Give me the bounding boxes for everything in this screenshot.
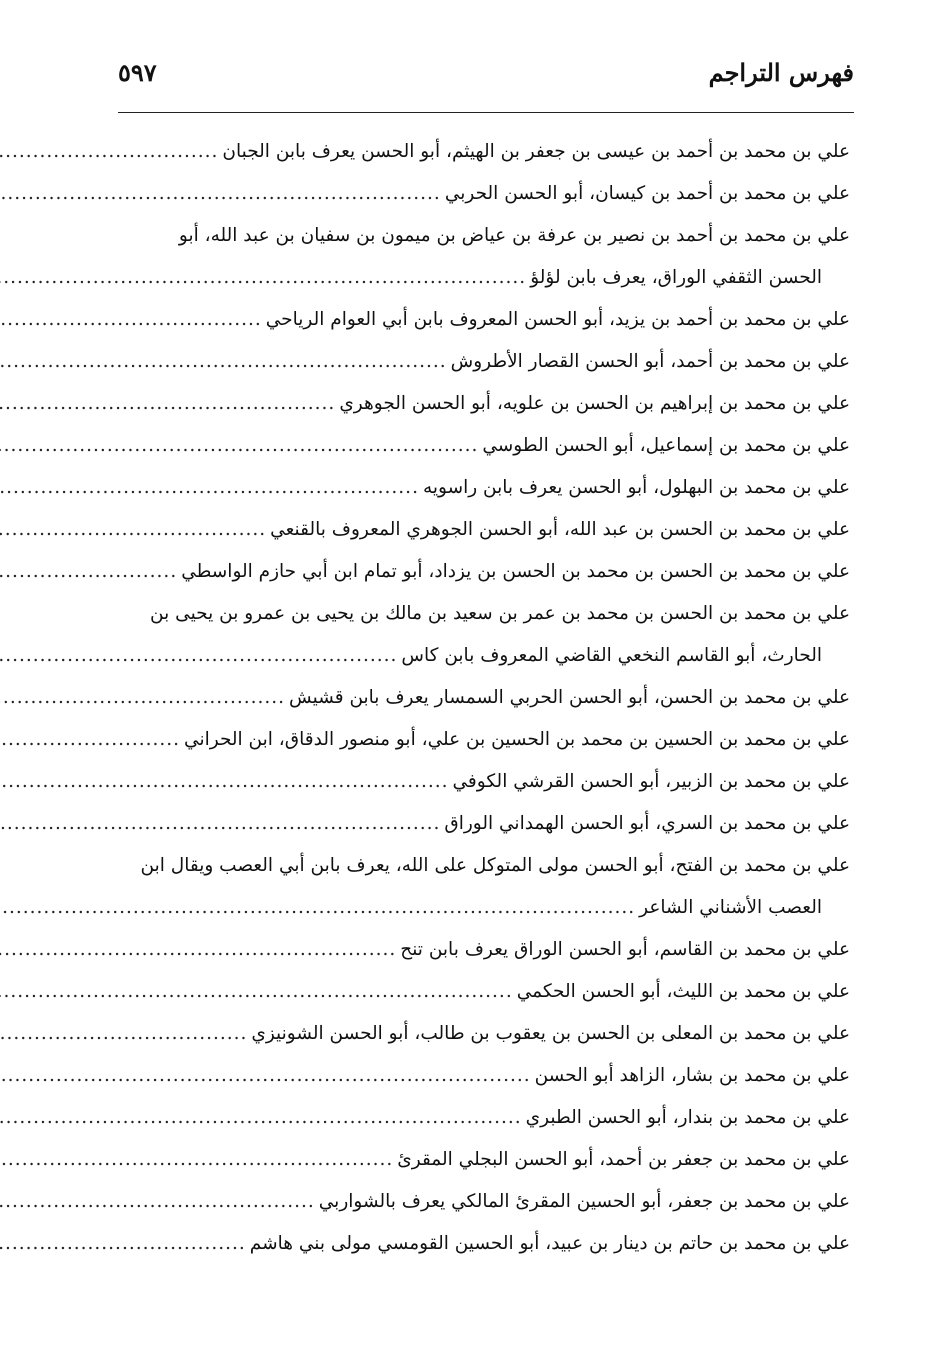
dot-leader [0, 257, 530, 299]
entry-line [128, 593, 850, 635]
header-rule [118, 112, 854, 113]
index-entry [128, 173, 850, 215]
entry-line [128, 383, 850, 425]
index-entry [128, 1055, 850, 1097]
entry-text: علي بن محمد بن الحسن بن محمد بن الحسن بن يزداد، أبو تمام ابن أبي حازم الواسطي [181, 561, 850, 582]
entry-text: علي بن محمد بن جعفر بن أحمد، أبو الحسن البجلي المقرئ [397, 1149, 850, 1170]
entry-text: علي بن محمد بن إسماعيل، أبو الحسن الطوسي [482, 435, 850, 456]
entry-text: علي بن محمد بن الحسن، أبو الحسن الحربي السمسار يعرف بابن قشيش [289, 687, 850, 708]
entry-line [128, 971, 850, 1013]
dot-leader [0, 677, 289, 719]
entry-line [128, 1181, 850, 1223]
entry-continuation: الحسن الثقفي الوراق، يعرف بابن لؤلؤ [530, 267, 822, 288]
entry-line [128, 761, 850, 803]
entry-text: علي بن محمد بن أحمد، أبو الحسن القصار الأطروش [450, 351, 850, 372]
entry-line [128, 131, 850, 173]
entry-line [128, 719, 850, 761]
index-entry [128, 593, 850, 677]
dot-leader [0, 341, 451, 383]
index-entry [128, 131, 850, 173]
entry-text: علي بن محمد بن بندار، أبو الحسن الطبري [525, 1107, 850, 1128]
dot-leader [0, 1097, 526, 1139]
dot-leader [0, 971, 517, 1013]
entry-text: علي بن محمد بن أحمد بن نصير بن عرفة بن عياض بن ميمون بن سفيان بن عبد الله، أبو [178, 225, 850, 246]
entry-line [128, 551, 850, 593]
entry-text: علي بن محمد بن إبراهيم بن الحسن بن علويه، أبو الحسن الجوهري [339, 393, 850, 414]
entry-line [128, 1139, 850, 1181]
entry-line [128, 215, 850, 257]
entry-line [128, 1097, 850, 1139]
entry-line [128, 467, 850, 509]
dot-leader [0, 173, 445, 215]
index-entry [128, 509, 850, 551]
page-number: ٥٩٧ [118, 58, 157, 87]
dot-leader [0, 761, 453, 803]
entry-line [128, 887, 850, 929]
entry-line [128, 341, 850, 383]
dot-leader [0, 1055, 535, 1097]
index-entry [128, 1223, 850, 1265]
entry-line [128, 1055, 850, 1097]
dot-leader [0, 719, 184, 761]
dot-leader [0, 1013, 251, 1055]
entry-text: علي بن محمد بن الحسين بن محمد بن الحسين بن علي، أبو منصور الدقاق، ابن الحراني [184, 729, 850, 750]
entry-line [128, 635, 850, 677]
index-entry [128, 1013, 850, 1055]
entry-line [128, 677, 850, 719]
entry-line [128, 1013, 850, 1055]
dot-leader [0, 803, 444, 845]
index-entry [128, 1139, 850, 1181]
dot-leader [0, 635, 401, 677]
index-entry [128, 215, 850, 299]
index-entry [128, 299, 850, 341]
dot-leader [0, 425, 482, 467]
index-entry [128, 803, 850, 845]
dot-leader [0, 1223, 250, 1265]
dot-leader [0, 131, 222, 173]
entry-text: علي بن محمد بن أحمد بن عيسى بن جعفر بن الهيثم، أبو الحسن يعرف بابن الجبان [222, 141, 850, 162]
entry-list [128, 131, 850, 1265]
dot-leader [0, 467, 423, 509]
index-entry [128, 383, 850, 425]
index-entry [128, 719, 850, 761]
index-entry [128, 677, 850, 719]
entry-line [128, 173, 850, 215]
dot-leader [0, 551, 181, 593]
index-entry [128, 341, 850, 383]
index-entry [128, 929, 850, 971]
entry-line [128, 425, 850, 467]
entry-text: علي بن محمد بن حاتم بن دينار بن عبيد، أبو الحسين القومسي مولى بني هاشم [249, 1233, 850, 1254]
dot-leader [0, 1139, 397, 1181]
entry-text: علي بن محمد بن الفتح، أبو الحسن مولى المتوكل على الله، يعرف بابن أبي العصب ويقال ابن [140, 855, 850, 876]
entry-line [128, 509, 850, 551]
index-entry [128, 1181, 850, 1223]
entry-text: علي بن محمد بن السري، أبو الحسن الهمداني الوراق [444, 813, 850, 834]
entry-text: علي بن محمد بن الزبير، أبو الحسن القرشي الكوفي [452, 771, 850, 792]
index-entry [128, 845, 850, 929]
entry-text: علي بن محمد بن البهلول، أبو الحسن يعرف بابن راسويه [422, 477, 850, 498]
entry-line [128, 929, 850, 971]
entry-text: علي بن محمد بن الحسن بن عبد الله، أبو الحسن الجوهري المعروف بالقنعي [270, 519, 850, 540]
entry-text: علي بن محمد بن المعلى بن الحسن بن يعقوب بن طالب، أبو الحسن الشونيزي [251, 1023, 850, 1044]
dot-leader [0, 509, 270, 551]
dot-leader [0, 383, 339, 425]
entry-line [128, 299, 850, 341]
dot-leader [0, 929, 400, 971]
entry-text: علي بن محمد بن جعفر، أبو الحسين المقرئ المالكي يعرف بالشواربي [318, 1191, 850, 1212]
entry-line [128, 803, 850, 845]
entry-text: علي بن محمد بن أحمد بن يزيد، أبو الحسن المعروف بابن أبي العوام الرياحي [265, 309, 850, 330]
entry-line [128, 845, 850, 887]
dot-leader [0, 887, 639, 929]
entry-text: علي بن محمد بن القاسم، أبو الحسن الوراق يعرف بابن تنح [400, 939, 850, 960]
entry-continuation: الحارث، أبو القاسم النخعي القاضي المعروف بابن كاس [401, 645, 822, 666]
index-entry [128, 425, 850, 467]
dot-leader [0, 299, 266, 341]
index-entry [128, 1097, 850, 1139]
dot-leader [0, 1181, 319, 1223]
index-entry [128, 971, 850, 1013]
entry-text: علي بن محمد بن أحمد بن كيسان، أبو الحسن الحربي [444, 183, 850, 204]
entry-text: علي بن محمد بن الليث، أبو الحسن الحكمي [516, 981, 850, 1002]
entry-text: علي بن محمد بن الحسن بن محمد بن عمر بن سعيد بن مالك بن يحيى بن عمرو بن يحيى بن [150, 603, 850, 624]
index-entry [128, 467, 850, 509]
page-header [118, 58, 854, 110]
entry-line [128, 257, 850, 299]
entry-line [128, 1223, 850, 1265]
index-entry [128, 551, 850, 593]
page-title: فهرس التراجم [708, 58, 854, 87]
index-entry [128, 761, 850, 803]
entry-text: علي بن محمد بن بشار، الزاهد أبو الحسن [534, 1065, 850, 1086]
entry-continuation: العصب الأشناني الشاعر [639, 897, 822, 918]
